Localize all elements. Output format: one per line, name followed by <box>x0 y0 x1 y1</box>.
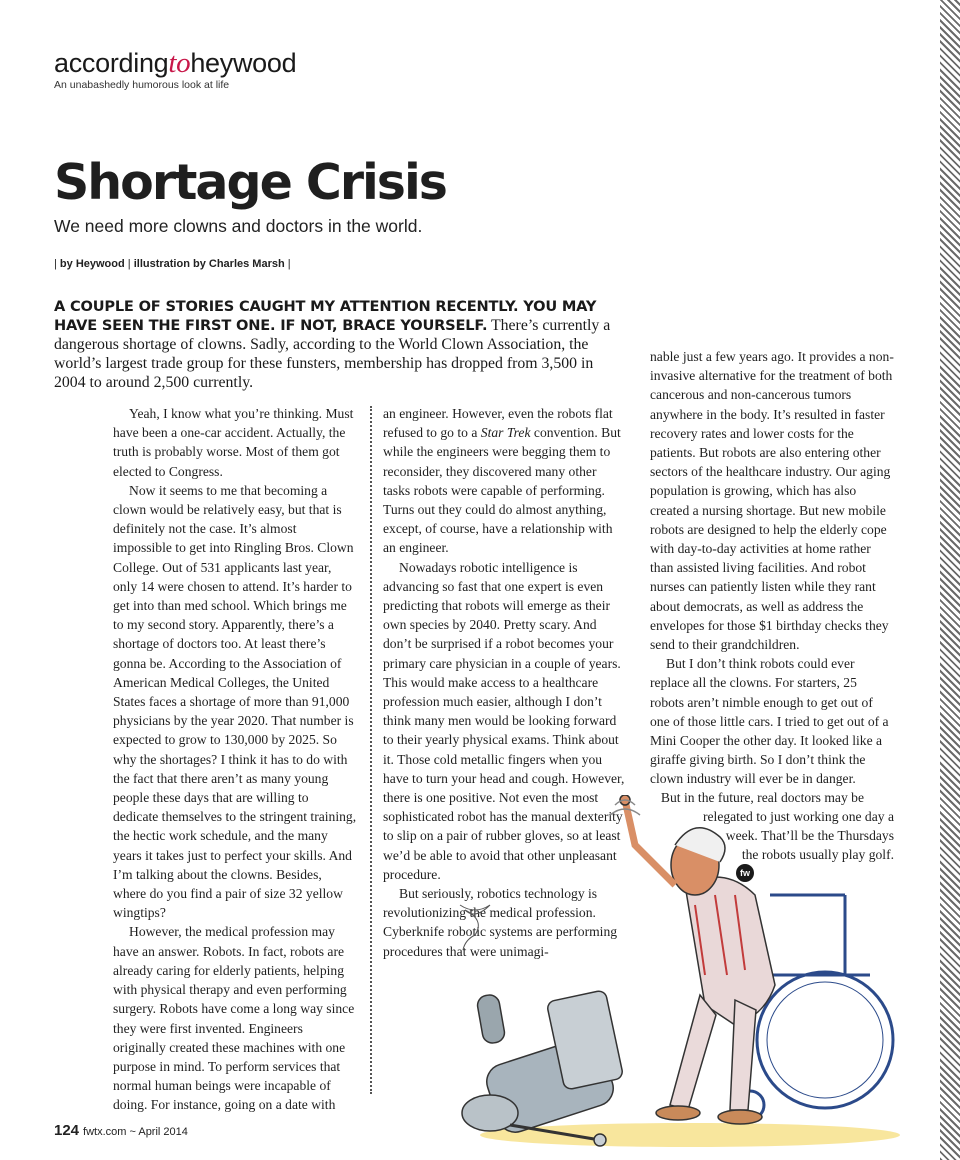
masthead-title <box>54 48 296 78</box>
lede <box>54 297 620 392</box>
masthead-title-post: heywood <box>190 48 297 78</box>
lede-caps: A COUPLE OF STORIES CAUGHT MY ATTENTION RECENTLY. YOU MAY HAVE SEEN THE FIRST ONE. IF NOT, BRACE YOURSELF. <box>54 298 597 334</box>
paragraph-text: an engineer. However, even the robots flat refused to go to a <box>383 406 613 441</box>
folio <box>54 1122 188 1139</box>
deck: We need more clowns and doctors in the world. <box>54 216 423 236</box>
column-3 <box>650 347 894 789</box>
publication-date: fwtx.com ~ April 2014 <box>83 1126 188 1138</box>
paragraph: Nowadays robotic intelligence is advancing so fast that one expert is even predicting that robots will emerge as their own species by 2040. Pretty scary. And don’t be surprised if a robot becomes your primary care physician in a couple of years. This would make access to a healthcare profession much easier, although I don’t think many men would be looking forward to their yearly physical exams. Think about it. Those cold metallic fingers when you have to turn your head and cough. However, there is one positive. Not even the most sophisticated robot has the manual dexterity to slip on a pair of rubber gloves, so at least we’d be able to avoid that other unpleasant procedure. <box>383 559 625 882</box>
masthead-tagline: An unabashedly humorous look at life <box>54 79 230 91</box>
byline-author: by Heywood <box>59 258 125 270</box>
closing-line-1: But in the future, real doctors may be <box>660 790 864 805</box>
italic-title: Star Trek <box>480 425 531 441</box>
illustration-robot-and-old-man <box>450 795 900 1150</box>
masthead <box>54 48 296 91</box>
closing-line-3: week. That’ll be the Thursdays <box>725 828 894 843</box>
paragraph: But I don’t think robots could ever replace all the clowns. For starters, 25 robots aren’t nimble enough to get out of one of those little cars. I tried to get out of a Mini Cooper the other day. It looked like a giraffe giving birth. So I don’t think the clown industry will ever be in danger. <box>650 656 889 787</box>
end-mark-icon: fw <box>736 864 754 882</box>
column-divider <box>370 406 372 1094</box>
closing-line-4: the robots usually play golf. <box>741 847 894 862</box>
robot-body <box>462 990 624 1146</box>
lede-text: There’s currently a dangerous shortage of clowns. Sadly, according to the World Clown Association, the world’s largest trade group for these funsters, membership has dropped from 3,500 in 2004 to around 2,500 currently. <box>54 317 611 391</box>
paragraph: Yeah, I know what you’re thinking. Must have been a one-car accident. Actually, the truth is probably worse. Most of them got elected to Congress. <box>113 406 354 479</box>
paragraph: But seriously, robotics technology is revolutionizing the medical profession. Cyberknife robotic systems are performing procedures that were unimagi- <box>383 886 618 959</box>
paragraph <box>383 404 627 558</box>
paragraph-text: convention. But while the engineers were begging them to reconsider, they discovered many other tasks robots were capable of performing. Turns out they could do almost anything, except, of course, have a relationship with an engineer. <box>383 425 621 556</box>
page-edge-stripe <box>940 0 960 1160</box>
old-man-figure <box>610 795 775 1124</box>
paragraph: Now it seems to me that becoming a clown would be relatively easy, but that is definitely not the case. It’s almost impossible to get into Ringling Bros. Clown College. Out of 531 applicants last year, only 14 were chosen to attend. It’s harder to get into than med school. Which brings me to my second story. Apparently, there’s a shortage of doctors too. At least there’s gonna be. According to the Association of American Medical Colleges, the United States faces a shortage of more than 91,000 physicians by the year 2020. That number is expected to grow to 130,000 by 2025. So why the shortages? I think it has to do with the fact that there aren’t as many young people these days that are willing to dedicate themselves to the stringent training, the hectic work schedule, and the many years it takes just to perfect your skills. And I’m talking about the clowns. Besides, where do you find a pair of size 32 yellow wingtips? <box>113 482 357 921</box>
headline: Shortage Crisis <box>54 154 446 211</box>
page-number: 124 <box>54 1122 80 1139</box>
spark-icon <box>460 905 490 950</box>
paragraph: nable just a few years ago. It provides a non-invasive alternative for the treatment of both cancerous and non-cancerous tumors anywhere in the body. It’s resulted in faster recovery rates and lower costs for the patients. But robots are also entering other sectors of the healthcare industry. Our aging population is growing, which has also created a nursing shortage. But new mobile robots are designed to help the elderly cope with day-to-day activities at home rather than assisted living facilities. And robot nurses can patiently listen while they rant about democrats, as well as address the envelopes for those $1 birthday checks they send to their grandchildren. <box>650 349 894 653</box>
byline: | by Heywood | illustration by Charles Marsh | <box>54 258 291 270</box>
column-1 <box>113 404 357 1115</box>
closing-line-2: relegated to just working one day a <box>702 809 894 824</box>
paragraph: However, the medical profession may have an answer. Robots. In fact, robots are already caring for elderly patients, helping with physical therapy and even performing surgery. Robots have come a long way since they were first invented. Engineers originally created these machines with one purpose in mind. To perform services that normal human beings were incapable of doing. For instance, going on a date with <box>113 924 355 1113</box>
byline-illustration: illustration by Charles Marsh <box>133 258 285 270</box>
masthead-title-to: to <box>168 47 191 79</box>
masthead-title-pre: according <box>54 48 169 78</box>
